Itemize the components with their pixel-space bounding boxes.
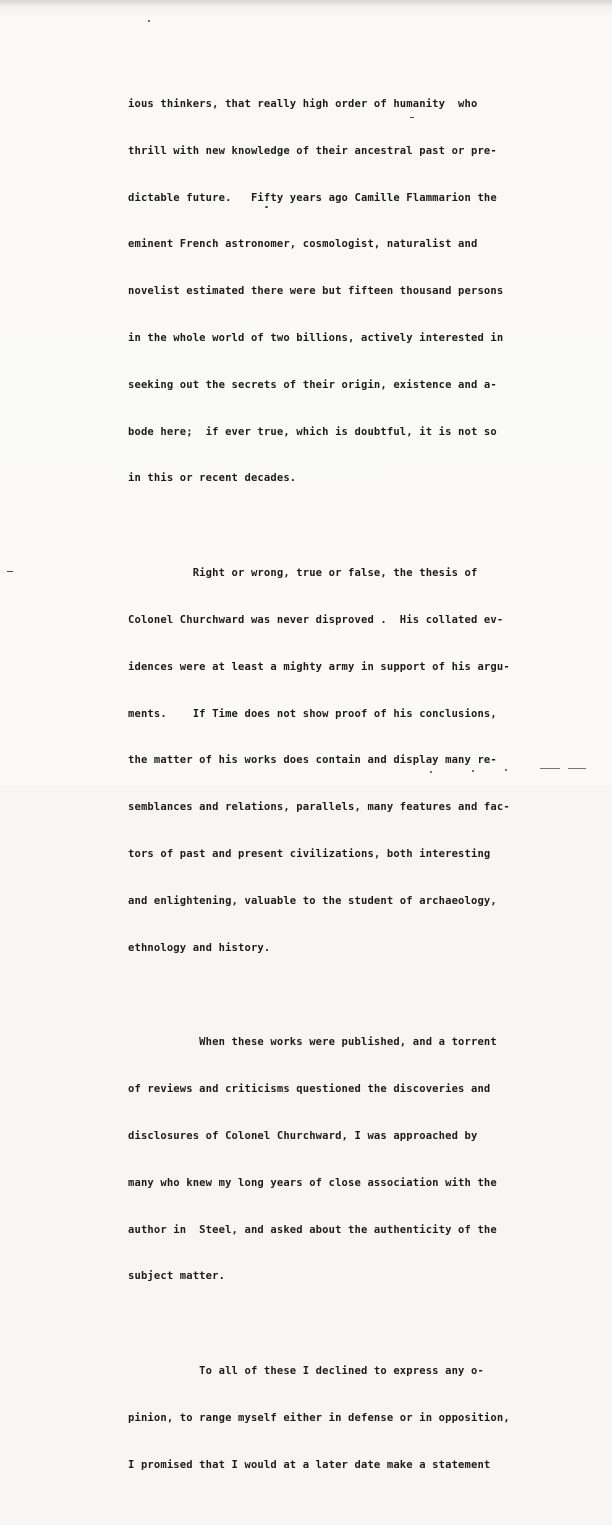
scan-mark <box>540 768 560 769</box>
paragraph <box>128 1007 578 1312</box>
text-line: I promised that I would at a later date make a statement <box>128 1458 491 1471</box>
text-line: of reviews and criticisms questioned the discoveries and <box>128 1083 491 1096</box>
text-line: Right or wrong, true or false, the thesis of <box>128 567 478 580</box>
text-line: in the whole world of two billions, actively interested in <box>128 331 504 344</box>
text-line: novelist estimated there were but fifteen thousand persons <box>128 285 504 298</box>
paragraph <box>128 538 578 983</box>
typed-body-text <box>128 45 578 1525</box>
text-line: To all of these I declined to express any o- <box>128 1365 484 1378</box>
text-line: subject matter. <box>128 1270 226 1283</box>
scan-speck <box>7 571 13 572</box>
text-line: the matter of his works does contain and display many re- <box>128 754 497 767</box>
text-line: pinion, to range myself either in defense or in opposition, <box>128 1411 510 1424</box>
scan-speck <box>148 20 150 22</box>
text-line: tors of past and present civilizations, both interesting <box>128 847 491 860</box>
text-line: many who knew my long years of close association with the <box>128 1176 497 1189</box>
text-line: disclosures of Colonel Churchward, I was approached by <box>128 1129 478 1142</box>
scan-mark <box>568 768 586 769</box>
scan-speck <box>265 206 268 208</box>
scan-speck <box>472 770 474 772</box>
text-line: and enlightening, valuable to the student of archaeology, <box>128 894 497 907</box>
text-line: idences were at least a mighty army in support of his argu- <box>128 660 510 673</box>
text-line: When these works were published, and a torrent <box>128 1036 497 1049</box>
text-line: ments. If Time does not show proof of his conclusions, <box>128 707 497 720</box>
text-line: Colonel Churchward was never disproved . His collated ev- <box>128 613 504 626</box>
text-line: author in Steel, and asked about the authenticity of the <box>128 1223 497 1236</box>
text-line: ethnology and history. <box>128 941 271 954</box>
text-line: in this or recent decades. <box>128 472 297 485</box>
scan-speck <box>410 117 414 118</box>
page-top-edge <box>0 0 612 7</box>
text-line: eminent French astronomer, cosmologist, naturalist and <box>128 238 478 251</box>
text-line: dictable future. Fifty years ago Camille Flammarion the <box>128 191 497 204</box>
text-line: semblances and relations, parallels, many features and fac- <box>128 801 510 814</box>
scan-speck <box>430 771 432 773</box>
scan-speck <box>505 769 507 771</box>
text-line: thrill with new knowledge of their ancestral past or pre- <box>128 144 497 157</box>
text-line: bode here; if ever true, which is doubtful, it is not so <box>128 425 497 438</box>
text-line: ious thinkers, that really high order of humanity who <box>128 98 478 110</box>
paragraph <box>128 1336 578 1500</box>
paragraph <box>128 69 578 514</box>
text-line: seeking out the secrets of their origin, existence and a- <box>128 378 497 391</box>
